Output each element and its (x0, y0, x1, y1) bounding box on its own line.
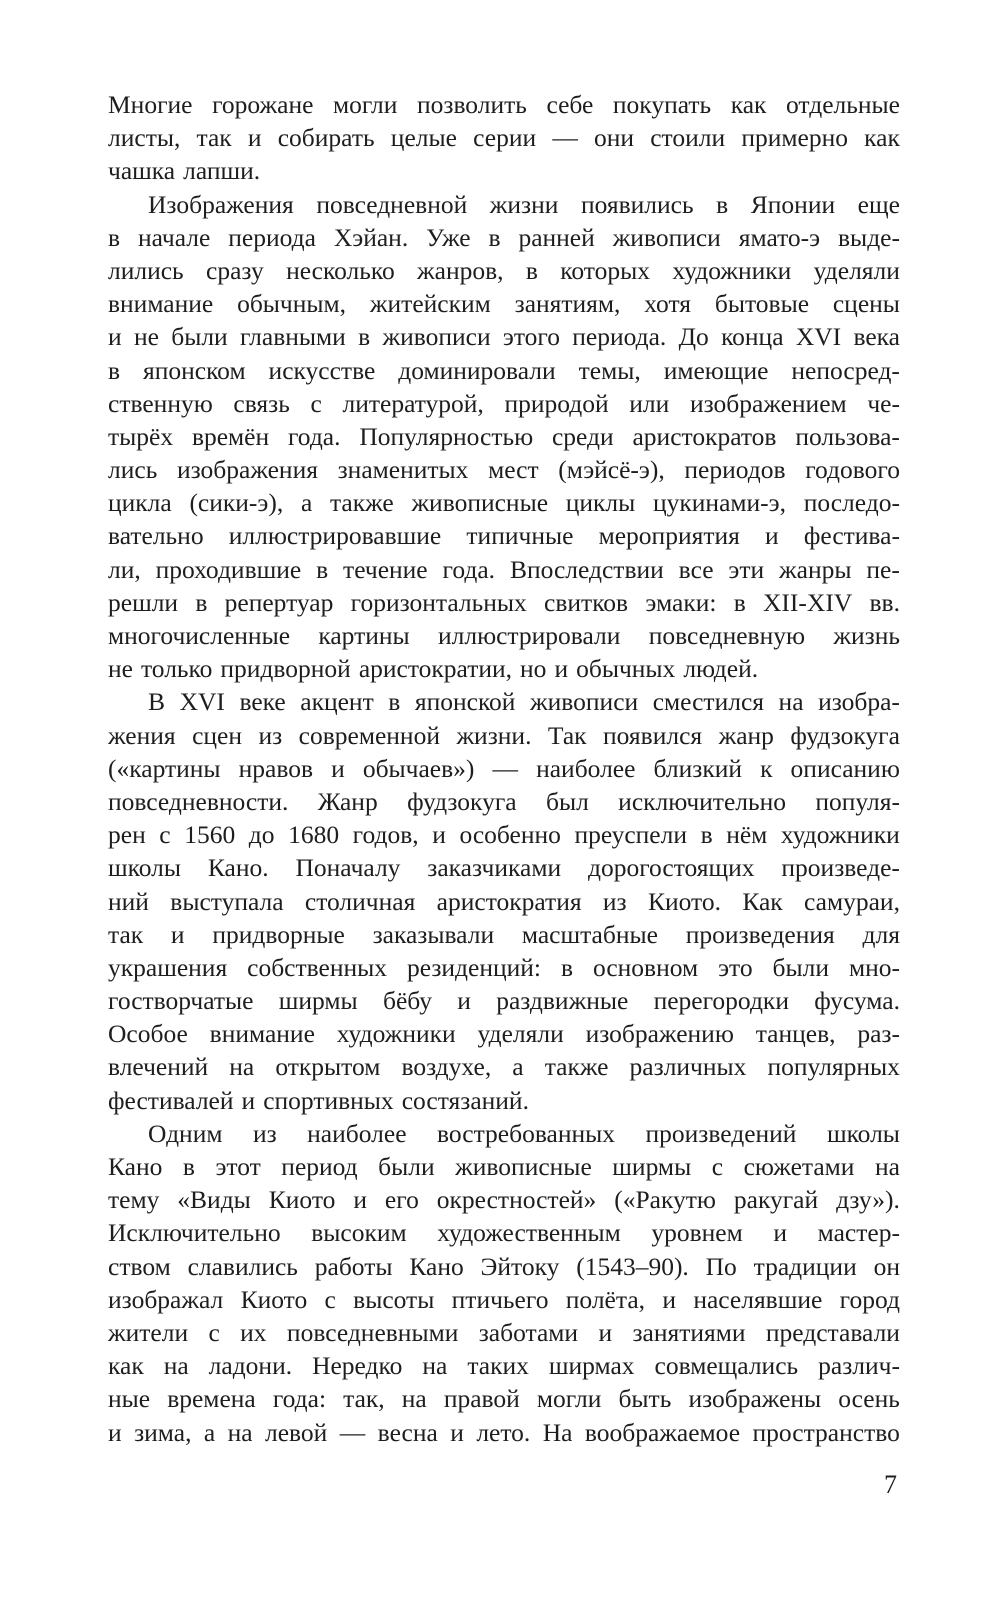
text-line: и зима, а на левой — весна и лето. На воображаемое пространство (108, 1417, 900, 1447)
text-line: листы, так и собирать целые серии — они стоили примерно как (108, 123, 900, 153)
body-text (108, 88, 900, 1449)
text-line: Одним из наиболее востребованных произведений школы (148, 1118, 900, 1148)
text-line: школы Кано. Поначалу заказчиками дорогостоящих произведе- (108, 853, 900, 883)
text-line: повседневности. Жанр фудзокуга был исключительно популя- (108, 786, 900, 816)
text-line: («картины нравов и обычаев») — наиболее близкий к описанию (108, 753, 900, 783)
text-line: Особое внимание художники уделяли изображению танцев, раз- (108, 1019, 900, 1049)
text-line: в начале периода Хэйан. Уже в ранней живописи ямато-э выде- (108, 222, 900, 252)
text-line: фестивалей и спортивных состязаний. (108, 1085, 529, 1115)
text-line: гостворчатые ширмы бёбу и раздвижные перегородки фусума. (108, 986, 900, 1016)
text-line: в японском искусстве доминировали темы, имеющие непосред- (108, 355, 900, 385)
text-line: жения сцен из современной жизни. Так появился жанр фудзокуга (108, 720, 900, 750)
text-line: ли, проходившие в течение года. Впоследствии все эти жанры пе- (108, 554, 900, 584)
text-line: В XVI веке акцент в японской живописи сместился на изобра- (148, 687, 900, 717)
page-number: 7 (884, 1470, 897, 1499)
text-line: так и придворные заказывали масштабные произведения для (108, 919, 900, 949)
text-line: лились сразу несколько жанров, в которых художники уделяли (108, 255, 900, 285)
text-line: ний выступала столичная аристократия из Киото. Как самураи, (108, 886, 900, 916)
text-line: вательно иллюстрировавшие типичные мероприятия и фестива- (108, 521, 900, 551)
text-line: рен с 1560 до 1680 годов, и особенно преуспели в нём художники (108, 820, 900, 850)
text-line: ственную связь с литературой, природой или изображением че- (108, 388, 900, 418)
text-line: решли в репертуар горизонтальных свитков эмаки: в XII-XIV вв. (108, 587, 900, 617)
text-line: и не были главными в живописи этого периода. До конца XVI века (108, 322, 900, 352)
text-line: многочисленные картины иллюстрировали повседневную жизнь (108, 621, 900, 650)
text-line: ные времена года: так, на правой могли быть изображены осень (108, 1384, 900, 1414)
text-line: не только придворной аристократии, но и обычных людей. (108, 654, 759, 684)
text-line: жители с их повседневными заботами и занятиями представали (108, 1317, 900, 1347)
text-line: ством славились работы Кано Эйтоку (1543–90). По традиции он (108, 1251, 900, 1281)
text-line: влечений на открытом воздухе, а также различных популярных (108, 1052, 900, 1082)
text-line: Изображения повседневной жизни появились в Японии еще (148, 189, 900, 219)
text-line: лись изображения знаменитых мест (мэйсё-э), периодов годового (108, 455, 900, 485)
text-line: украшения собственных резиденций: в основном это были мно- (108, 952, 900, 982)
text-line: чашка лапши. (108, 156, 261, 186)
text-line: изображал Киото с высоты птичьего полёта, и населявшие город (108, 1284, 900, 1314)
text-line: внимание обычным, житейским занятиям, хотя бытовые сцены (108, 289, 900, 319)
text-line: Исключительно высоким художественным уровнем и мастер- (108, 1218, 900, 1248)
text-line: тему «Виды Киото и его окрестностей» («Ракутю ракугай дзу»). (108, 1185, 900, 1215)
text-line: тырёх времён года. Популярностью среди аристократов пользова- (108, 421, 900, 451)
text-line: цикла (сики-э), а также живописные циклы цукинами-э, последо- (108, 488, 900, 518)
text-line: Многие горожане могли позволить себе покупать как отдельные (108, 90, 900, 119)
text-line: как на ладони. Нередко на таких ширмах совмещались различ- (108, 1351, 900, 1381)
text-line: Кано в этот период были живописные ширмы с сюжетами на (108, 1152, 900, 1181)
